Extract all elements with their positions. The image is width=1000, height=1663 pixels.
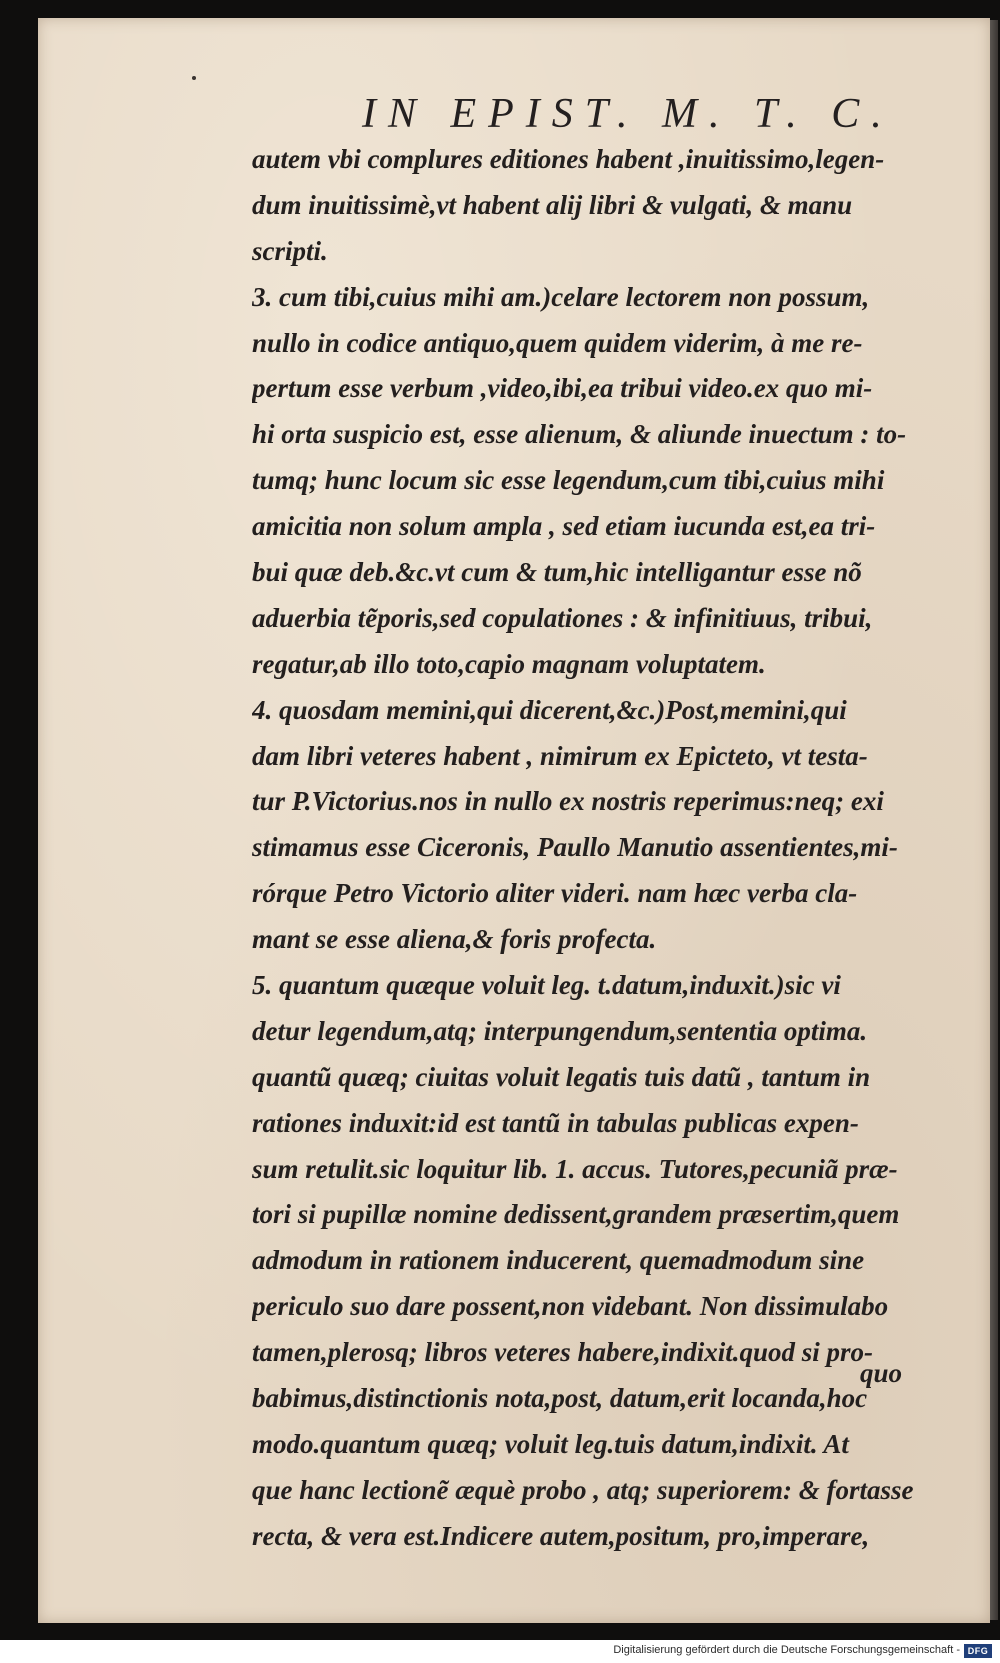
text-line: admodum in rationem inducerent, quemadmodum sine xyxy=(252,1245,865,1276)
text-line: que hanc lectionẽ æquè probo , atq; superiorem: & fortasse xyxy=(252,1474,914,1505)
text-line: rórque Petro Victorio aliter videri. nam hæc verba cla- xyxy=(252,878,858,909)
dfg-logo: DFG xyxy=(964,1644,992,1658)
running-head: IN EPIST. M. T. C. xyxy=(362,91,894,137)
text-line: dam libri veteres habent , nimirum ex Epicteto, vt testa- xyxy=(252,740,868,771)
text-line: tumq; hunc locum sic esse legendum,cum tibi,cuius mihi xyxy=(252,465,885,496)
ink-speck xyxy=(192,76,196,80)
text-line: tamen,plerosq; libros veteres habere,indixit.quod si pro- xyxy=(252,1337,873,1368)
text-line: amicitia non solum ampla , sed etiam iucunda est,ea tri- xyxy=(252,511,876,542)
catchword: quo xyxy=(860,1358,903,1388)
text-line: aduerbia tẽporis,sed copulationes : & infinitiuus, tribui, xyxy=(252,602,873,633)
text-line: mant se esse aliena,& foris profecta. xyxy=(252,924,657,955)
body-text xyxy=(252,137,952,1560)
text-line: detur legendum,atq; interpungendum,sententia optima. xyxy=(252,1015,868,1046)
text-line: stimamus esse Ciceronis, Paullo Manutio assentientes,mi- xyxy=(252,832,898,863)
text-line: regatur,ab illo toto,capio magnam voluptatem. xyxy=(252,648,766,679)
text-line: bui quæ deb.&c.vt cum & tum,hic intelligantur esse nõ xyxy=(252,557,862,588)
text-line: 5. quantum quæque voluit leg. t.datum,induxit.)sic vi xyxy=(252,970,841,1001)
text-line: autem vbi complures editiones habent ,inuitissimo,legen- xyxy=(252,144,885,174)
text-line: sum retulit.sic loquitur lib. 1. accus. Tutores,pecuniã præ- xyxy=(252,1153,898,1184)
text-line: scripti. xyxy=(252,235,328,266)
text-line: modo.quantum quæq; voluit leg.tuis datum,indixit. At xyxy=(252,1428,849,1459)
text-line: dum inuitissimè,vt habent alij libri & vulgati, & manu xyxy=(252,189,853,220)
text-line: rationes induxit:id est tantũ in tabulas publicas expen- xyxy=(252,1107,859,1138)
text-line: hi orta suspicio est, esse alienum, & aliunde inuectum : to- xyxy=(252,419,907,450)
text-line: nullo in codice antiquo,quem quidem viderim, à me re- xyxy=(252,327,863,358)
text-line: 4. quosdam memini,qui dicerent,&c.)Post,memini,qui xyxy=(252,694,847,725)
text-line: 3. cum tibi,cuius mihi am.)celare lectorem non possum, xyxy=(252,281,870,312)
footer-credit: Digitalisierung gefördert durch die Deutsche Forschungsgemeinschaft - xyxy=(613,1644,960,1656)
text-line: babimus,distinctionis nota,post, datum,erit locanda,hoc xyxy=(252,1383,868,1414)
text-line: tori si pupillæ nomine dedissent,grandem præsertim,quem xyxy=(252,1199,900,1230)
text-line: periculo suo dare possent,non videbant. Non dissimulabo xyxy=(252,1291,889,1322)
text-line: recta, & vera est.Indicere autem,positum, pro,imperare, xyxy=(252,1520,870,1551)
text-line: pertum esse verbum ,video,ibi,ea tribui video.ex quo mi- xyxy=(252,373,873,404)
text-line: tur P.Victorius.nos in nullo ex nostris reperimus:neq; exi xyxy=(252,786,884,817)
text-line: quantũ quæq; ciuitas voluit legatis tuis datũ , tantum in xyxy=(252,1061,871,1092)
